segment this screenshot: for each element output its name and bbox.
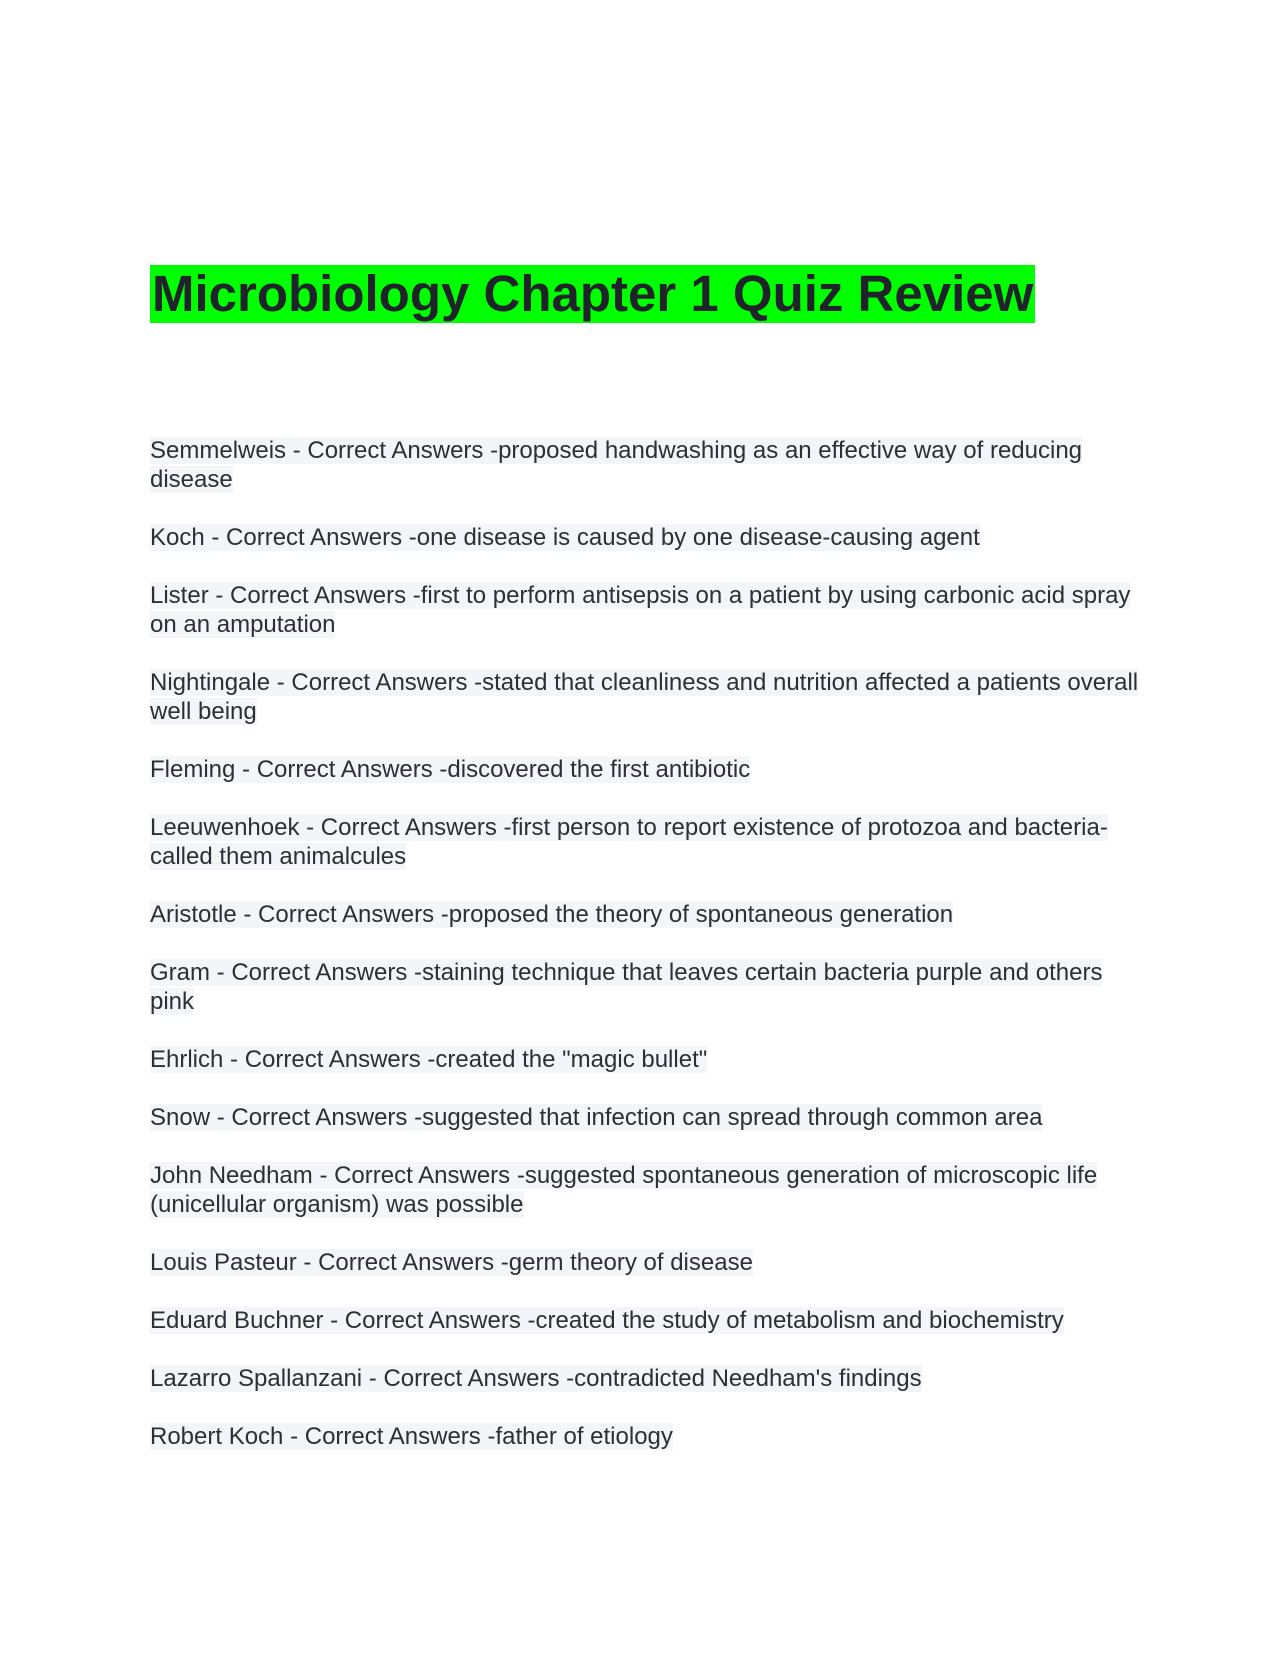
qa-entry xyxy=(150,1306,1150,1335)
qa-entry xyxy=(150,813,1150,871)
qa-entry-text: Nightingale - Correct Answers -stated that cleanliness and nutrition affected a patients overall well being xyxy=(150,669,1139,725)
qa-entry xyxy=(150,1248,1150,1277)
qa-list xyxy=(150,436,1150,1480)
qa-entry-text: Louis Pasteur - Correct Answers -germ theory of disease xyxy=(150,1249,753,1276)
qa-entry-text: Aristotle - Correct Answers -proposed the theory of spontaneous generation xyxy=(150,901,954,928)
qa-entry-text: Leeuwenhoek - Correct Answers -first person to report existence of protozoa and bacteria- called them animalcules xyxy=(150,814,1108,870)
qa-entry xyxy=(150,581,1150,639)
qa-entry xyxy=(150,1045,1150,1074)
qa-entry-text: Fleming - Correct Answers -discovered the first antibiotic xyxy=(150,756,751,783)
qa-entry xyxy=(150,1161,1150,1219)
qa-entry xyxy=(150,755,1150,784)
qa-entry xyxy=(150,1103,1150,1132)
qa-entry xyxy=(150,436,1150,494)
qa-entry-text: John Needham - Correct Answers -suggested spontaneous generation of microscopic life (unicellular organism) was possible xyxy=(150,1162,1098,1218)
qa-entry-text: Koch - Correct Answers -one disease is caused by one disease-causing agent xyxy=(150,524,980,551)
qa-entry xyxy=(150,523,1150,552)
qa-entry-text: Gram - Correct Answers -staining technique that leaves certain bacteria purple and others pink xyxy=(150,959,1103,1015)
qa-entry-text: Semmelweis - Correct Answers -proposed handwashing as an effective way of reducing disease xyxy=(150,437,1083,493)
qa-entry-text: Lister - Correct Answers -first to perform antisepsis on a patient by using carbonic acid spray on an amputation xyxy=(150,582,1131,638)
title-container xyxy=(150,265,1150,323)
qa-entry-text: Robert Koch - Correct Answers -father of etiology xyxy=(150,1423,673,1450)
qa-entry xyxy=(150,900,1150,929)
qa-entry-text: Lazarro Spallanzani - Correct Answers -contradicted Needham's findings xyxy=(150,1365,922,1392)
qa-entry xyxy=(150,1364,1150,1393)
qa-entry-text: Eduard Buchner - Correct Answers -created the study of metabolism and biochemistry xyxy=(150,1307,1064,1334)
qa-entry-text: Snow - Correct Answers -suggested that infection can spread through common area xyxy=(150,1104,1043,1131)
document-title: Microbiology Chapter 1 Quiz Review xyxy=(152,265,1034,322)
qa-entry xyxy=(150,668,1150,726)
qa-entry-text: Ehrlich - Correct Answers -created the "magic bullet" xyxy=(150,1046,708,1073)
qa-entry xyxy=(150,1422,1150,1451)
qa-entry xyxy=(150,958,1150,1016)
